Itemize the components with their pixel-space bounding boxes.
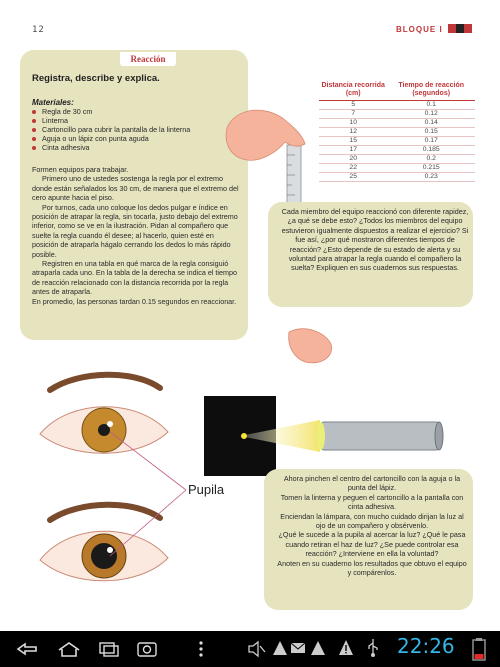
bloque-color-mark <box>448 24 472 33</box>
alert-icon <box>338 639 354 657</box>
table-cell: 0.2 <box>387 155 475 164</box>
table-row <box>319 119 475 128</box>
table-cell: 0.14 <box>387 119 475 128</box>
pupil-label: Pupila <box>188 482 225 497</box>
table-row <box>319 155 475 164</box>
list-item: Regla de 30 cm <box>32 107 190 116</box>
table-cell: 20 <box>319 155 387 164</box>
list-item: Cinta adhesiva <box>32 143 190 152</box>
table-header: Tiempo de reacción (segundos) <box>387 82 475 101</box>
eyes-illustration <box>20 360 200 610</box>
table-cell: 10 <box>319 119 387 128</box>
battery-low-icon <box>472 637 486 661</box>
table-row <box>319 173 475 182</box>
table-cell: 0.12 <box>387 110 475 119</box>
table-cell: 12 <box>319 128 387 137</box>
table-cell: 22 <box>319 164 387 173</box>
table-row <box>319 137 475 146</box>
table-row <box>319 128 475 137</box>
table-row <box>319 164 475 173</box>
list-item: Aguja o un lápiz con punta aguda <box>32 134 190 143</box>
mail-icon <box>290 640 306 656</box>
table-cell: 0.17 <box>387 137 475 146</box>
table-cell: 0.15 <box>387 128 475 137</box>
table-cell: 0.23 <box>387 173 475 182</box>
table-cell: 0.185 <box>387 146 475 155</box>
screenshot-icon[interactable] <box>136 640 158 658</box>
table-cell: 15 <box>319 137 387 146</box>
experiment-paragraph: Tomen la linterna y peguen el cartoncillo a la pantalla con cinta adhesiva. <box>280 492 464 512</box>
home-icon[interactable] <box>56 640 82 658</box>
activity-instructions <box>32 165 240 306</box>
question-text <box>280 207 470 273</box>
bottom-eyebrow <box>50 505 160 520</box>
experiment-text <box>275 474 469 577</box>
light-dot <box>241 433 247 439</box>
instruction-paragraph: Primero uno de ustedes sostenga la regla por el extremo donde están señalados los 30 cm, de manera que el extremo del cero apunte hacia el piso. <box>32 174 239 203</box>
list-item: Linterna <box>32 116 190 125</box>
instruction-paragraph: Registren en una tabla en qué marca de la regla consiguió atraparla cada uno. En la tabla de la derecha se indica el tiempo de reacción relacionado con la distancia recorrida por la regla antes de atraparla. <box>32 259 237 297</box>
reaction-table <box>319 82 475 182</box>
flashlight-body <box>320 422 440 450</box>
page-number: 12 <box>32 25 45 35</box>
experiment-paragraph: Ahora pinchen el centro del cartoncillo con la aguja o la punta del lápiz. <box>283 474 461 493</box>
section-tag: Reacción <box>130 54 166 64</box>
materials-title: Materiales: <box>32 98 74 107</box>
top-eyebrow <box>50 375 160 390</box>
activity-heading: Registra, describe y explica. <box>32 73 160 84</box>
bottom-pupil <box>91 543 117 569</box>
table-cell: 0.1 <box>387 101 475 110</box>
question-paragraph: Cada miembro del equipo reaccionó con diferente rapidez, ¿a qué se debe esto? ¿Todos los miembros del equipo estuvieron igualmente dispuestos a realizar el ejercicio? Si fue así, ¿por qué mostraron diferentes tiempos de reacción? ¿Esto depende de su estado de alerta y su voluntad para atrapar la regla cuando el compañero la suelta? Expliquen en sus cuadernos sus respuestas. <box>281 207 469 273</box>
instruction-paragraph: Por turnos, cada uno coloque los dedos pulgar e índice en posición de atrapar la regla, sin tocarla, justo debajo del extremo inferior, como se ve en la ilustración. Pidan al compañero que suelte la regla cuando él desee; al hacerlo, quien esté en posición de atraparla hágalo cerrando los dedos lo más rápido posible. <box>32 202 238 259</box>
table-row <box>319 146 475 155</box>
table-row <box>319 110 475 119</box>
table-cell: 25 <box>319 173 387 182</box>
table-header: Distancia recorrida (cm) <box>319 82 387 101</box>
top-eye-highlight <box>107 421 113 427</box>
materials-list <box>32 107 190 152</box>
list-item: Cartoncillo para cubrir la pantalla de la linterna <box>32 125 190 134</box>
instruction-paragraph: En promedio, las personas tardan 0.15 segundos en reaccionar. <box>32 296 237 306</box>
table-cell: 5 <box>319 101 387 110</box>
warning-icon <box>310 640 326 656</box>
flashlight-end <box>435 422 443 450</box>
experiment-paragraph: ¿Qué le sucede a la pupila al acercar la luz? ¿Qué le pasa cuando retiran el haz de luz? ¿Se puede controlar esa reacción? ¿Interviene en ella la voluntad? <box>278 530 466 559</box>
table-cell: 17 <box>319 146 387 155</box>
table-cell: 7 <box>319 110 387 119</box>
recent-apps-icon[interactable] <box>96 640 122 658</box>
volume-muted-icon <box>246 639 266 659</box>
bottom-hand <box>289 329 332 363</box>
status-clock: 22:26 <box>397 634 455 658</box>
overflow-menu-icon[interactable] <box>198 639 204 659</box>
warning-icon <box>272 640 288 656</box>
bottom-eye-highlight <box>107 547 113 553</box>
back-icon[interactable] <box>14 640 40 658</box>
flashlight-lens <box>317 422 325 450</box>
usb-icon <box>366 638 380 658</box>
experiment-paragraph: Enciendan la lámpara, con mucho cuidado dirijan la luz al ojo de un compañero y obsérvenlo. <box>280 511 464 531</box>
table-row <box>319 101 475 110</box>
bloque-label: BLOQUE I <box>396 25 443 34</box>
instruction-paragraph: Formen equipos para trabajar. <box>32 165 129 174</box>
table-cell: 0.215 <box>387 164 475 173</box>
experiment-paragraph: Anoten en su cuaderno los resultados que obtuvo el equipo y compárenlos. <box>277 558 467 578</box>
